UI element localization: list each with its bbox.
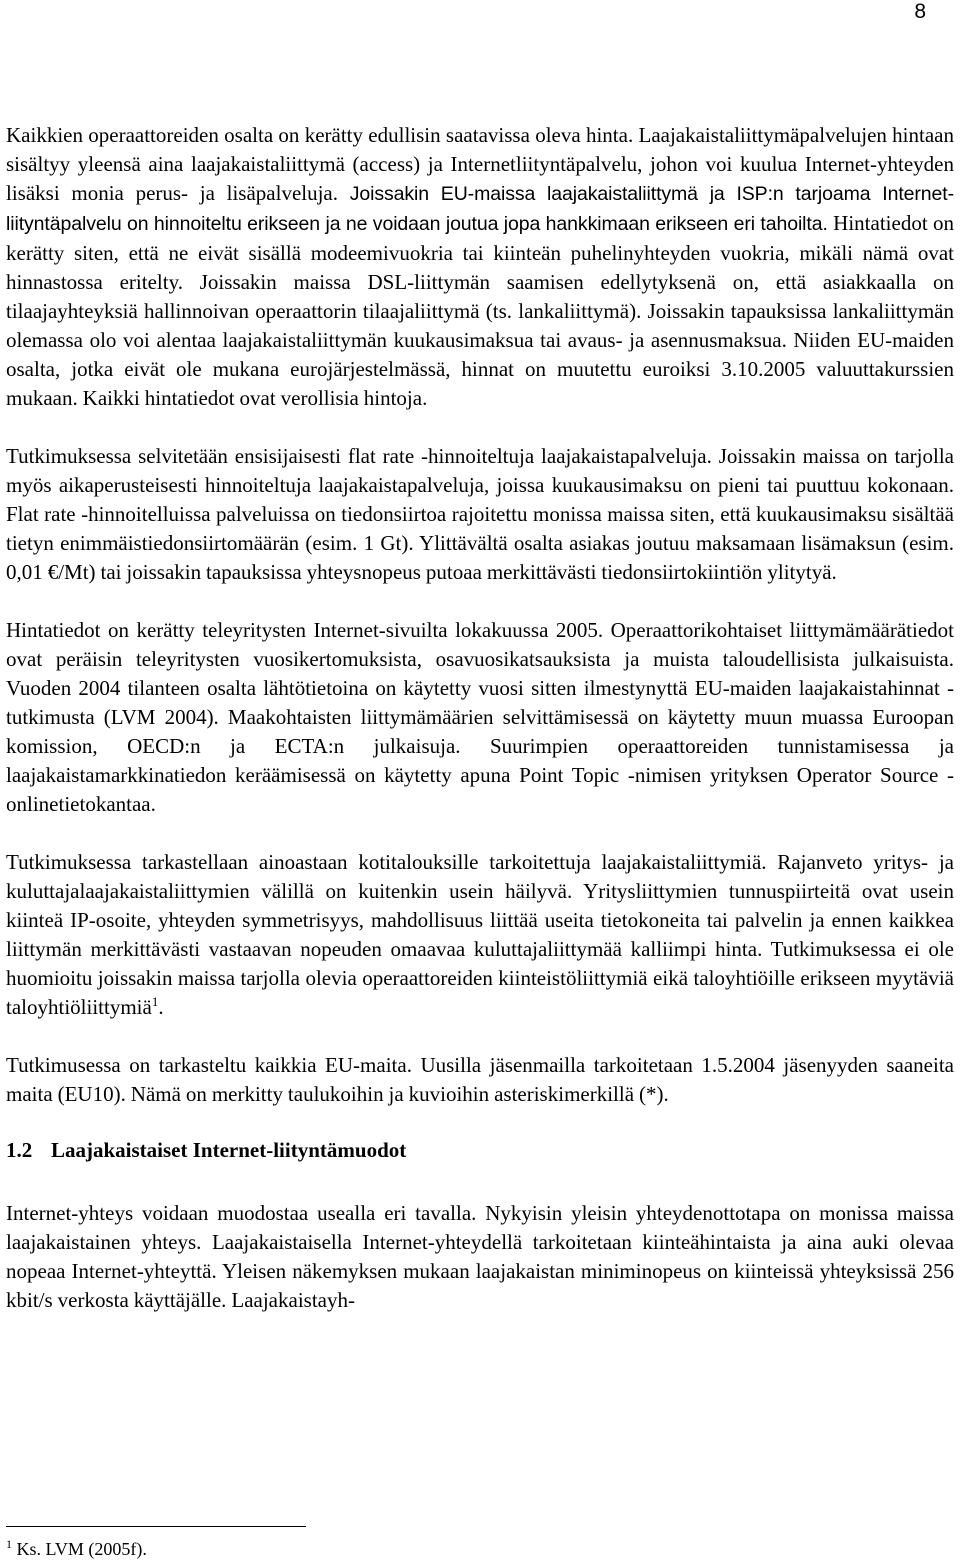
footnote-text: Ks. LVM (2005f). xyxy=(16,1539,147,1559)
paragraph-household-scope-end: . xyxy=(158,995,164,1019)
paragraph-pricing-method-part-b: Joissakin EU-maissa laajakaistaliittymä ja ISP:n tarjoama Internet-liityntäpalvelu on hinnoiteltu erikseen ja ne voidaan joutua jopa hankkimaan erikseen eri tahoilta. xyxy=(6,183,954,235)
paragraph-pricing-method xyxy=(6,121,954,413)
paragraph-internet-connection: Internet-yhteys voidaan muodostaa usealla eri tavalla. Nykyisin yleisin yhteydenottotapa on monissa maissa laajakaistainen yhteys. Laajakaistaisella Internet-yhteydellä tarkoitetaan kiinteähintaista ja aina auki olevaa nopeaa Internet-yhteyttä. Yleisen näkemyksen mukaan laajakaistan miniminopeus on kiinteissä yhteyksissä 256 kbit/s verkosta käyttäjälle. Laajakaistayh- xyxy=(6,1201,954,1312)
footnote-divider xyxy=(6,1526,306,1527)
paragraph-pricing-method-part-c: Hintatiedot on kerätty siten, että ne eivät sisällä modeemivuokria tai kiinteän puhelinyhteyden vuokria, mikäli nämä ovat hinnastossa eritelty. Joissakin maissa DSL-liittymän saamisen edellytyksenä on, että asiakkaalla on tilaajayhteyksiä hallinnoivan operaattorin tilaajaliittymä (ts. lankaliittymä). Joissakin tapauksissa lankaliittymän olemassa olo voi alentaa laajakaistaliittymän kuukausimaksua tai avaus- ja asennusmaksua. Niiden EU-maiden osalta, jotka eivät ole mukana eurojärjestelmässä, hinnat on muutettu euroiksi 3.10.2005 valuuttakurssien mukaan. Kaikki hintatiedot ovat verollisia hintoja. xyxy=(6,211,955,410)
paragraph-household-scope xyxy=(6,848,954,1022)
footnote xyxy=(6,1538,147,1560)
paragraph-pricing-method-part-a: Kaikkien operaattoreiden osalta on kerätty edullisin saatavissa oleva hinta. Laajakaistaliittymäpalvelujen hintaan sisältyy yleensä aina laajakaistaliittymä (access) ja Internetliityntäpalvelu, johon voi kuulua Internet-yhteyden lisäksi monia perus- ja lisäpalveluja. xyxy=(6,123,954,205)
paragraph-data-sources: Hintatiedot on kerätty teleyritysten Internet-sivuilta lokakuussa 2005. Operaattorikohtaiset liittymämäärätiedot ovat peräisin teleyritysten vuosikertomuksista, osavuosikatsauksista ja muista taloudellisista julkaisuista. Vuoden 2004 tilanteen osalta lähtötietoina on käytetty vuosi sitten ilmestynyttä EU-maiden laajakaistahinnat -tutkimusta (LVM 2004). Maakohtaisten liittymämäärien selvittämisessä on käytetty muun muassa Euroopan komission, OECD:n ja ECTA:n julkaisuja. Suurimpien operaattoreiden tunnistamisessa ja laajakaistamarkkinatiedon keräämisessä on käytetty apuna Point Topic -nimisen yrityksen Operator Source -onlinetietokantaa. xyxy=(6,618,954,816)
footnote-reference[interactable]: 1 xyxy=(151,994,159,1009)
section-heading xyxy=(6,1136,954,1165)
paragraph-household-scope-text: Tutkimuksessa tarkastellaan ainoastaan kotitalouksille tarkoitettuja laajakaistaliittymiä. Rajanveto yritys- ja kuluttajalaajakaistaliittymien välillä on kuitenkin usein häilyvä. Yritysliittymien tunnuspiirteitä ovat usein kiinteä IP-osoite, yhteyden symmetrisyys, mahdollisuus liittää useita tietokoneita tai palvelin ja ennen kaikkea liittymän merkittävästi vastaavan nopeuden omaavaa kuluttajaliittymää kalliimpi hinta. Tutkimuksessa ei ole huomioitu joissakin maissa tarjolla olevia operaattoreiden kiinteistöliittymiä eikä taloyhtiöille erikseen myytäviä taloyhtiöliittymiä xyxy=(6,850,954,1019)
paragraph-eu-countries: Tutkimusessa on tarkasteltu kaikkia EU-maita. Uusilla jäsenmailla tarkoitetaan 1.5.2004 jäsenyyden saaneita maita (EU10). Nämä on merkitty taulukoihin ja kuvioihin asteriskimerkillä (*). xyxy=(6,1053,954,1106)
document-body xyxy=(6,121,954,1344)
page-number: 8 xyxy=(914,0,926,23)
section-title: Laajakaistaiset Internet-liityntämuodot xyxy=(51,1138,407,1162)
paragraph-flat-rate: Tutkimuksessa selvitetään ensisijaisesti flat rate -hinnoiteltuja laajakaistapalveluja. Joissakin maissa on tarjolla myös aikaperusteisesti hinnoiteltuja laajakaistapalveluja, joissa kuukausimaksu on pieni tai puuttuu kokonaan. Flat rate -hinnoitelluissa palveluissa on tiedonsiirtoa rajoitettu monissa maissa siten, että kuukausimaksu sisältää tietyn enimmäistiedonsiirtomäärän (esim. 1 Gt). Ylittävältä osalta asiakas joutuu maksamaan lisämaksun (esim. 0,01 €/Mt) tai joissakin tapauksissa yhteysnopeus putoaa merkittävästi tiedonsiirtokiintiön ylitytyä. xyxy=(6,444,954,584)
section-number: 1.2 xyxy=(6,1138,33,1162)
footnote-marker: 1 xyxy=(6,1537,12,1551)
